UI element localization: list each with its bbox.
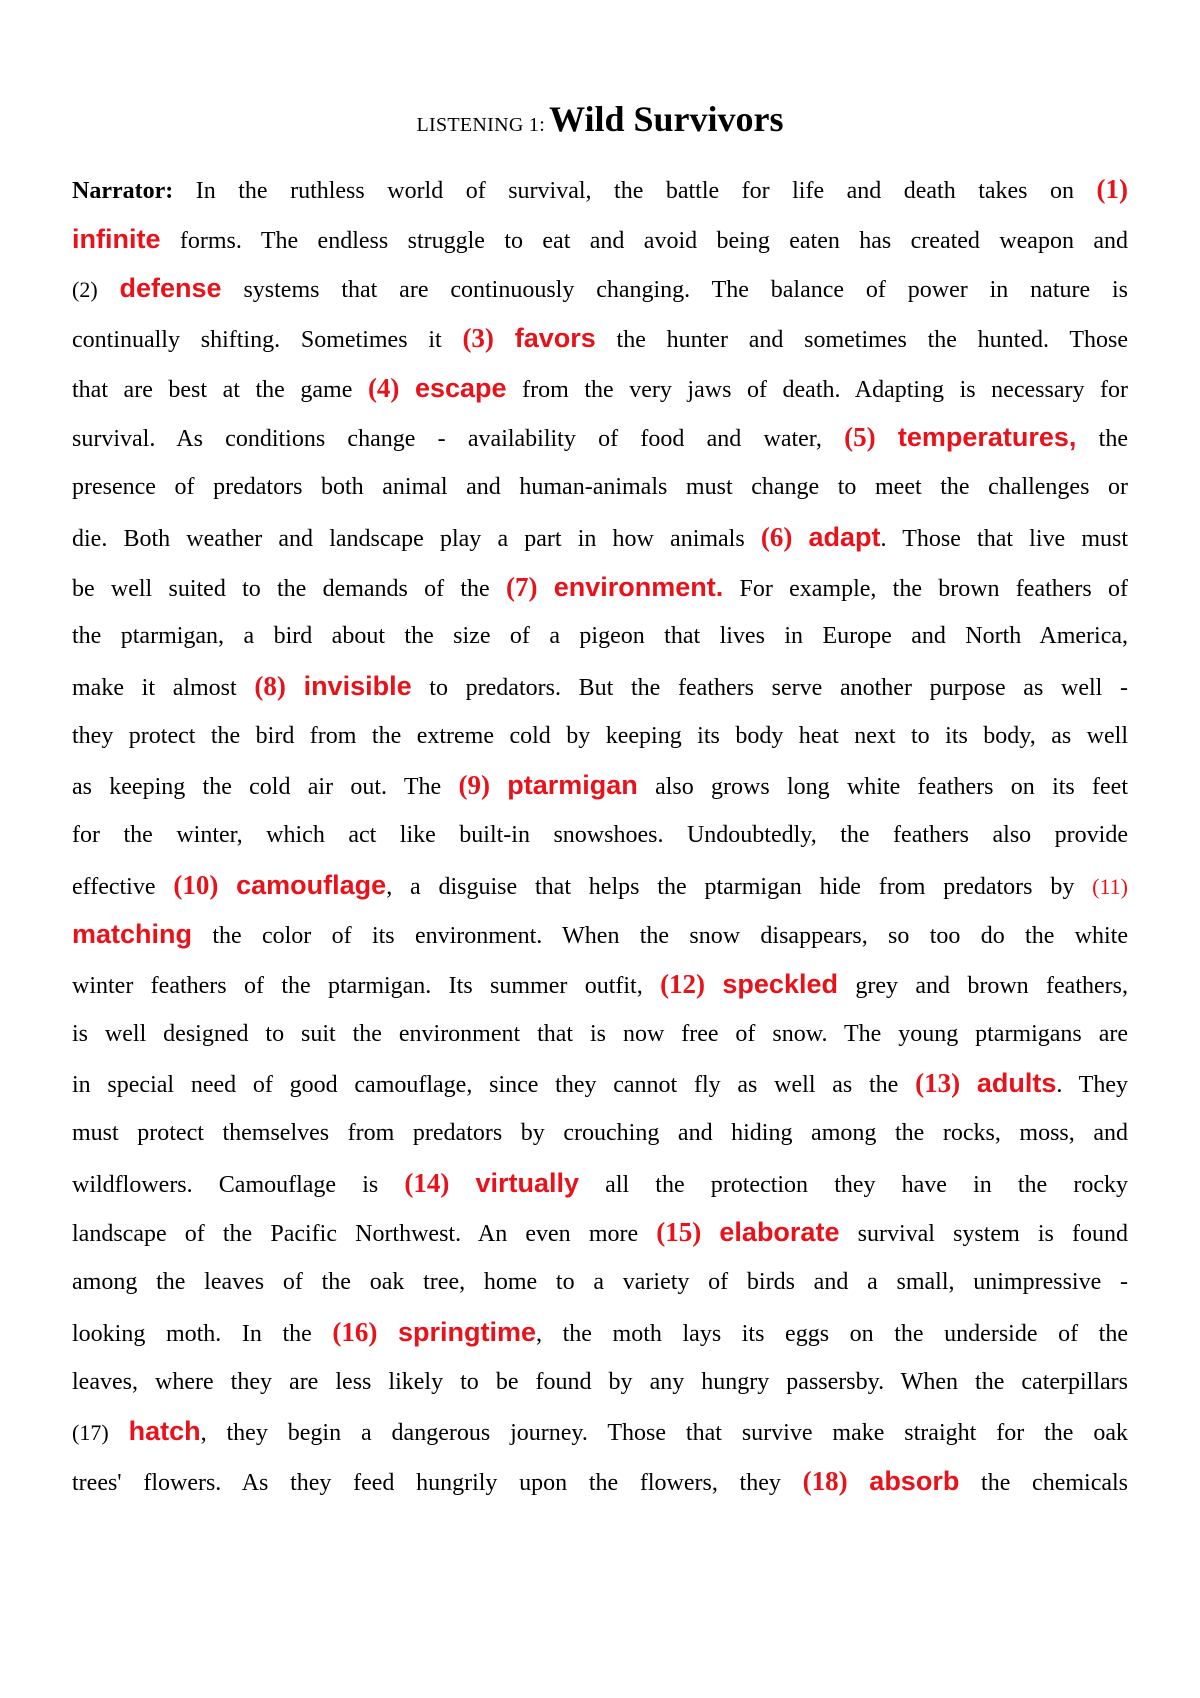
transcript-text [701, 1221, 719, 1247]
transcript-line [72, 1159, 1128, 1209]
blank-number: (11) [1092, 873, 1128, 899]
blank-number: (1) [1096, 174, 1128, 204]
narrator-label: Narrator: [72, 178, 174, 204]
transcript-text: also grows long white feathers on its feet [637, 774, 1128, 801]
transcript-text [537, 576, 553, 602]
blank-number: (4) [367, 372, 400, 403]
transcript-text: the [1076, 426, 1128, 453]
document-title [0, 98, 1200, 140]
answer-word: escape [414, 372, 507, 403]
transcript-line [72, 960, 1128, 1010]
transcript-text [792, 526, 808, 552]
transcript-text: that are best at the game [72, 376, 368, 403]
transcript-line [72, 264, 1128, 314]
transcript-line [72, 215, 1128, 265]
blank-number: (6) [760, 521, 793, 552]
answer-word: invisible [303, 670, 412, 701]
answer-word: temperatures, [897, 422, 1077, 453]
transcript-text: to predators. But the feathers serve another purpose as well - [411, 674, 1128, 701]
transcript-text: must protect themselves from predators by crouching and hiding among the rocks, moss, and [72, 1120, 1128, 1147]
answer-word: speckled [722, 969, 838, 999]
answer-word: infinite [72, 223, 161, 254]
transcript-text: as keeping the cold air out. The [72, 774, 459, 801]
transcript-text: continually shifting. Sometimes it [72, 327, 463, 354]
transcript-line [72, 413, 1128, 463]
transcript-text [98, 277, 120, 303]
transcript-text: . Those that live must [880, 525, 1128, 552]
transcript-text [399, 377, 415, 403]
blank-number: (17) [72, 1420, 109, 1446]
transcript-line [72, 1258, 1128, 1308]
transcript-text: among the leaves of the oak tree, home to a variety of birds and a small, unimpressive - [72, 1269, 1128, 1296]
answer-word: defense [119, 273, 222, 304]
transcript-text: In the ruthless world of survival, the battle for life and death takes on [173, 178, 1097, 204]
answer-word: hatch [128, 1416, 201, 1447]
title-label: LISTENING 1: [416, 114, 546, 136]
transcript-text [960, 1072, 977, 1098]
transcript-body [72, 165, 1128, 1507]
blank-number: (16) [332, 1316, 378, 1347]
transcript-line [72, 1109, 1128, 1159]
transcript-text: . They [1056, 1072, 1128, 1099]
blank-number: (7) [505, 571, 538, 602]
transcript-text: trees' flowers. As they feed hungrily upon the flowers, they [72, 1469, 803, 1496]
transcript-line [72, 364, 1128, 414]
blank-number: (10) [173, 869, 219, 900]
transcript-text [705, 973, 722, 999]
transcript-line [72, 712, 1128, 762]
blank-number: (18) [802, 1465, 848, 1496]
transcript-line [72, 612, 1128, 662]
transcript-line [72, 563, 1128, 613]
answer-word: environment. [553, 571, 724, 602]
blank-number: (14) [404, 1167, 450, 1198]
transcript-text: , they begin a dangerous journey. Those that survive make straight for the oak [200, 1420, 1128, 1447]
transcript-text: landscape of the Pacific Northwest. An even more [72, 1221, 657, 1248]
transcript-line [72, 811, 1128, 861]
transcript-line [72, 165, 1128, 215]
transcript-line [72, 314, 1128, 364]
blank-number: (8) [254, 670, 286, 701]
transcript-text: grey and brown feathers, [837, 973, 1128, 999]
transcript-text: , a disguise that helps the ptarmigan hide from predators by [386, 873, 1093, 900]
transcript-text: the hunter and sometimes the hunted. Those [595, 327, 1128, 354]
transcript-text [109, 1420, 129, 1446]
transcript-text [848, 1470, 870, 1496]
transcript-text: , the moth lays its eggs on the underside of the [536, 1320, 1128, 1347]
title-main: Wild Survivors [549, 99, 784, 139]
transcript-text: systems that are continuously changing. The balance of power in nature is [221, 277, 1128, 304]
answer-word: camouflage [236, 869, 387, 900]
transcript-text [494, 327, 515, 353]
transcript-line [72, 513, 1128, 563]
transcript-text [876, 426, 898, 452]
transcript-text: the chemicals [959, 1469, 1128, 1496]
transcript-text [377, 1321, 398, 1347]
transcript-text: For example, the brown feathers of [723, 575, 1128, 602]
transcript-text: for the winter, which act like built-in snowshoes. Undoubtedly, the feathers also provide [72, 821, 1128, 848]
transcript-text: the color of its environment. When the snow disappears, so too do the white [192, 923, 1128, 950]
transcript-text: winter feathers of the ptarmigan. Its summer outfit, [72, 973, 661, 999]
blank-number: (13) [915, 1068, 961, 1099]
transcript-line [72, 1059, 1128, 1109]
transcript-text: from the very jaws of death. Adapting is necessary for [506, 376, 1128, 403]
answer-word: favors [514, 323, 596, 354]
transcript-line [72, 1358, 1128, 1408]
transcript-text: forms. The endless struggle to eat and avoid being eaten has created weapon and [160, 227, 1128, 254]
blank-number: (2) [72, 277, 98, 303]
transcript-line [72, 910, 1128, 960]
transcript-text: is well designed to suit the environment that is now free of snow. The young ptarmigans are [72, 1020, 1128, 1047]
answer-word: adapt [808, 521, 881, 552]
transcript-text: effective [72, 873, 174, 900]
transcript-line [72, 761, 1128, 811]
blank-number: (12) [660, 969, 706, 999]
transcript-line [72, 463, 1128, 513]
blank-number: (15) [656, 1217, 702, 1248]
transcript-text: leaves, where they are less likely to be found by any hungry passersby. When the caterpillars [72, 1368, 1128, 1395]
transcript-text: in special need of good camouflage, since they cannot fly as well as the [72, 1072, 916, 1099]
answer-word: ptarmigan [507, 770, 638, 801]
transcript-text: the ptarmigan, a bird about the size of a pigeon that lives in Europe and North America, [72, 623, 1128, 650]
answer-word: virtually [475, 1167, 580, 1198]
transcript-line [72, 662, 1128, 712]
transcript-text: all the protection they have in the rocky [579, 1171, 1128, 1198]
transcript-line [72, 1457, 1128, 1507]
transcript-text: wildflowers. Camouflage is [72, 1171, 405, 1198]
transcript-text: die. Both weather and landscape play a part in how animals [72, 525, 761, 552]
transcript-text: be well suited to the demands of the [72, 575, 506, 602]
transcript-text: presence of predators both animal and human-animals must change to meet the challenges or [72, 474, 1128, 501]
answer-word: matching [72, 919, 193, 950]
transcript-line [72, 861, 1128, 911]
answer-word: springtime [398, 1316, 537, 1347]
transcript-line [72, 1010, 1128, 1060]
blank-number: (5) [844, 422, 876, 453]
blank-number: (9) [458, 770, 490, 801]
answer-word: absorb [869, 1465, 960, 1496]
transcript-text: survival. As conditions change - availability of food and water, [72, 426, 845, 453]
answer-word: elaborate [719, 1217, 840, 1248]
transcript-text: looking moth. In the [72, 1320, 333, 1347]
transcript-text: they protect the bird from the extreme cold by keeping its body heat next to its body, as well [72, 722, 1128, 749]
transcript-text [218, 874, 236, 900]
transcript-text: survival system is found [839, 1221, 1128, 1248]
transcript-text [286, 675, 304, 701]
transcript-text [449, 1172, 475, 1198]
transcript-text [490, 774, 507, 800]
transcript-line [72, 1308, 1128, 1358]
transcript-line [72, 1208, 1128, 1258]
transcript-text: make it almost [72, 674, 255, 701]
blank-number: (3) [462, 323, 494, 354]
answer-word: adults [976, 1068, 1057, 1099]
transcript-line [72, 1407, 1128, 1457]
